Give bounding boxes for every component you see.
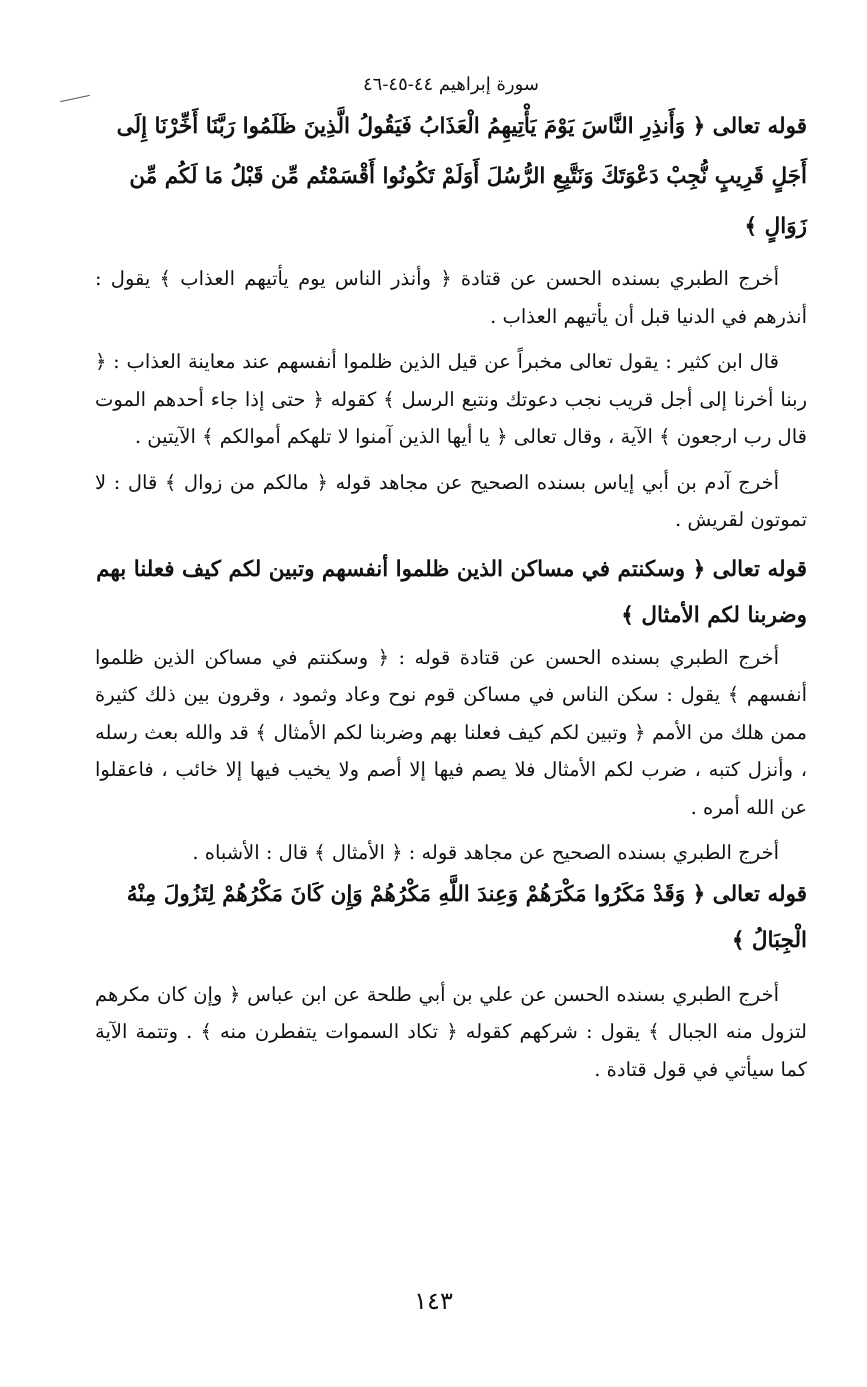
page-content — [95, 72, 807, 1088]
verse-heading-1: قوله تعالى ﴿ وَأَنذِرِ النَّاسَ يَوْمَ يَأْتِيهِمُ الْعَذَابُ فَيَقُولُ الَّذِينَ ظَلَمُوا رَبَّنَا أَخِّرْنَا إِلَى أَجَلٍ قَرِيبٍ نُّجِبْ دَعْوَتَكَ وَنَتَّبِعِ الرُّسُلَ أَوَلَمْ تَكُونُوا أَقْسَمْتُم مِّن قَبْلُ مَا لَكُم مِّن زَوَالٍ ﴾ — [116, 114, 807, 239]
commentary-paragraph-6: أخرج الطبري بسنده الحسن عن علي بن أبي طلحة عن ابن عباس ﴿ وإن كان مكرهم لتزول منه الجبال ﴾ يقول : شركهم كقوله ﴿ تكاد السموات يتفطرن منه ﴾ . وتتمة الآية كما سيأتي في قول قتادة . — [95, 982, 807, 1081]
commentary-paragraph-4: أخرج الطبري بسنده الحسن عن قتادة قوله : ﴿ وسكنتم في مساكن الذين ظلموا أنفسهم ﴾ يقول : سكن الناس في مساكن قوم نوح وعاد وثمود ، وقرون بين ذلك كثيرة ممن هلك من الأمم ﴿ وتبين لكم كيف فعلنا بهم وضربنا لكم الأمثال ﴾ قد والله بعث رسله ، وأنزل كتبه ، ضرب لكم الأمثال فلا يصم فيها إلا أصم ولا يخيب فيها إلا خائب ، فاعقلوا عن الله أمره . — [95, 645, 807, 819]
commentary-paragraph-3: أخرج آدم بن أبي إياس بسنده الصحيح عن مجاهد قوله ﴿ مالكم من زوال ﴾ قال : لا تموتون لقريش . — [95, 470, 807, 531]
page-number: ١٤٣ — [414, 1287, 453, 1315]
running-header: سورة إبراهيم ٤٤-٤٥-٤٦ — [362, 74, 539, 95]
margin-pencil-mark — [60, 95, 90, 102]
commentary-paragraph-5: أخرج الطبري بسنده الصحيح عن مجاهد قوله : ﴿ الأمثال ﴾ قال : الأشباه . — [192, 841, 779, 864]
commentary-paragraph-1: أخرج الطبري بسنده الحسن عن قتادة ﴿ وأنذر الناس يوم يأتيهم العذاب ﴾ يقول : أنذرهم في الدنيا قبل أن يأتيهم العذاب . — [95, 267, 807, 328]
verse-heading-2: قوله تعالى ﴿ وسكنتم في مساكن الذين ظلموا أنفسهم وتبين لكم كيف فعلنا بهم وضربنا لكم الأمثال ﴾ — [96, 556, 807, 628]
verse-heading-3: قوله تعالى ﴿ وَقَدْ مَكَرُوا مَكْرَهُمْ وَعِندَ اللَّهِ مَكْرُهُمْ وَإِن كَانَ مَكْرُهُمْ لِتَزُولَ مِنْهُ الْجِبَالُ ﴾ — [126, 881, 807, 953]
commentary-paragraph-2: قال ابن كثير : يقول تعالى مخبراً عن قيل الذين ظلموا أنفسهم عند معاينة العذاب : ﴿ ربنا أخرنا إلى أجل قريب نجب دعوتك ونتبع الرسل ﴾ كقوله ﴿ حتى إذا جاء أحدهم الموت قال رب ارجعون ﴾ الآية ، وقال تعالى ﴿ يا أيها الذين آمنوا لا تلهكم أموالكم ﴾ الآيتين . — [95, 350, 807, 448]
